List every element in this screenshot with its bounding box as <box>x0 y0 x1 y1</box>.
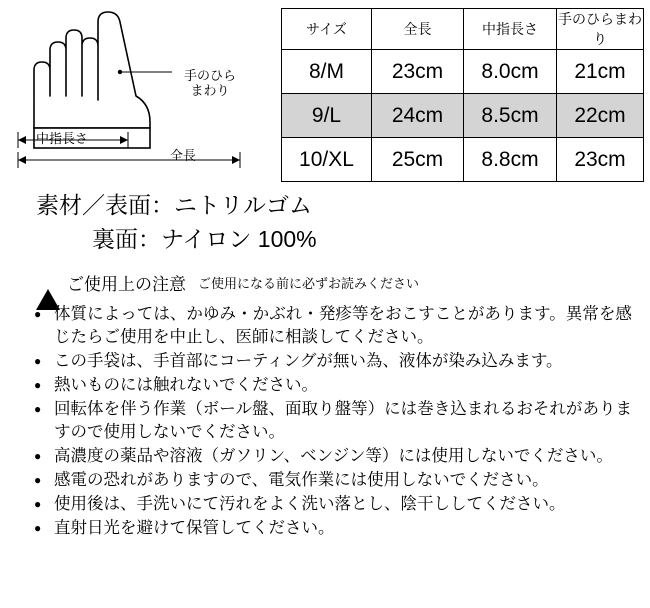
caution-subtitle: ご使用になる前に必ずお読みください <box>198 276 420 291</box>
cell-size: 8/M <box>282 50 372 94</box>
cell-length: 23cm <box>372 50 464 94</box>
cell-length: 25cm <box>372 138 464 182</box>
palm-circumference-label <box>175 68 245 98</box>
cell-size: 9/L <box>282 94 372 138</box>
cell-length: 24cm <box>372 94 464 138</box>
list-item: ● 高濃度の薬品や溶液（ガソリン、ベンジン等）には使用しないでください。 <box>34 445 632 468</box>
cell-middle-finger: 8.0cm <box>464 50 557 94</box>
caution-title: ご使用上の注意 <box>67 275 186 294</box>
material-surface: 素材／表面：ニトリルゴム <box>36 192 312 218</box>
palm-circumference-label-line1: 手のひら <box>183 68 236 83</box>
table-row <box>282 138 644 182</box>
cell-palm: 21cm <box>557 50 644 94</box>
list-item: ● 直射日光を避けて保管してください。 <box>34 517 632 540</box>
cell-middle-finger: 8.8cm <box>464 138 557 182</box>
table-row <box>282 50 644 94</box>
palm-circumference-label-line2: まわり <box>190 83 230 98</box>
caution-notes-list <box>0 303 650 540</box>
warning-triangle-icon: ! <box>36 272 60 293</box>
cell-middle-finger: 8.5cm <box>464 94 557 138</box>
list-item: ● 回転体を伴う作業（ボール盤、面取り盤等）には巻き込まれるおそれがありますので使用しないでください。 <box>34 398 632 444</box>
top-section <box>0 0 650 182</box>
size-table-head <box>282 9 644 50</box>
material-lining: 裏面：ナイロン 100% <box>92 226 317 252</box>
list-item: ● 使用後は、手洗いにて汚れをよく洗い落とし、陰干ししてください。 <box>34 493 632 516</box>
list-item: ● 感電の恐れがありますので、電気作業には使用しないでください。 <box>34 469 632 492</box>
list-item: ● 熱いものには触れないでください。 <box>34 374 632 397</box>
glove-diagram <box>0 0 272 182</box>
material-section <box>0 188 650 256</box>
column-header-size: サイズ <box>282 9 372 50</box>
column-header-length: 全長 <box>372 9 464 50</box>
total-length-label: 全長 <box>170 148 197 163</box>
cell-palm: 23cm <box>557 138 644 182</box>
cell-palm: 22cm <box>557 94 644 138</box>
column-header-palm: 手のひらまわり <box>557 9 644 50</box>
list-item: ● 体質によっては、かゆみ・かぶれ・発疹等をおこすことがあります。異常を感じたらご使用を中止し、医師に相談してください。 <box>34 303 632 349</box>
list-item: ● この手袋は、手首部にコーティングが無い為、液体が染み込みます。 <box>34 350 632 373</box>
size-table-body <box>282 50 644 182</box>
middle-finger-length-label: 中指長さ <box>36 131 89 146</box>
cell-size: 10/XL <box>282 138 372 182</box>
table-row <box>282 94 644 138</box>
size-table <box>281 8 644 182</box>
table-header-row <box>282 9 644 50</box>
caution-heading <box>0 270 650 295</box>
column-header-middle-finger: 中指長さ <box>464 9 557 50</box>
